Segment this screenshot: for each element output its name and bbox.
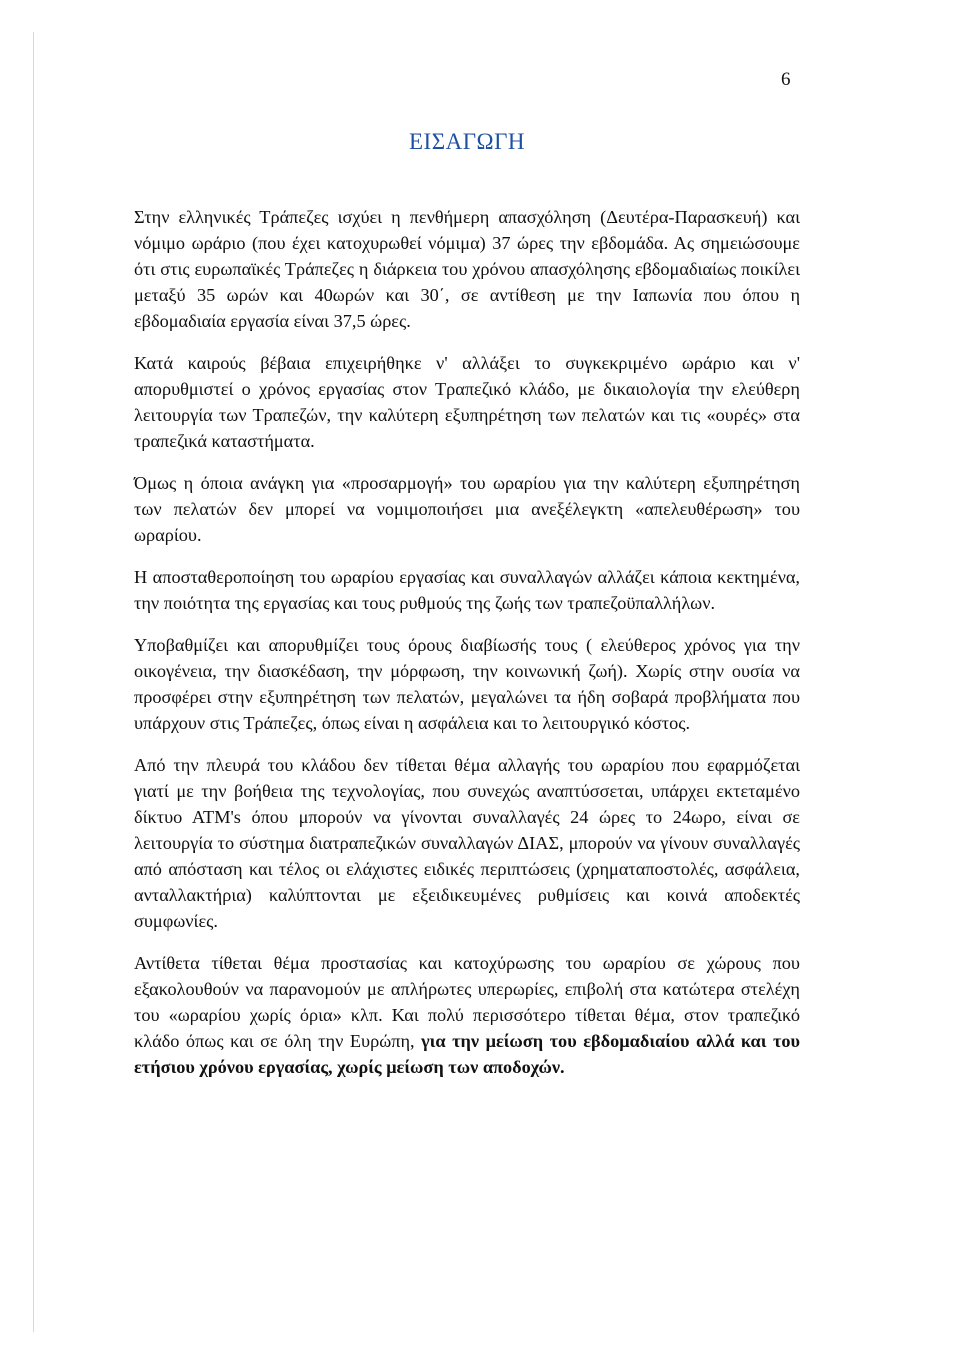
paragraph-5: Υποβαθμίζει και απορυθμίζει τους όρους διαβίωσής τους ( ελεύθερος χρόνος για την οικογένεια, την διασκέδαση, την μόρφωση, την κοινωνική ζωή). Χωρίς στην ουσία να προσφέρει στην εξυπηρέτηση των πελατών, μεγαλώνει τα ήδη σοβαρά προβλήματα που υπάρχουν στις Τράπεζες, όπως είναι η ασφάλεια και το λειτουργικό κόστος. bbox=[134, 635, 800, 733]
paragraph-2: Κατά καιρούς βέβαια επιχειρήθηκε ν' αλλάξει το συγκεκριμένο ωράριο και ν' απορυθμιστεί ο χρόνος εργασίας στον Τραπεζικό κλάδο, με δικαιολογία την ελεύθερη λειτουργία των Τραπεζών, την καλύτερη εξυπηρέτηση των πελατών και τις «ουρές» στα τραπεζικά καταστήματα. bbox=[134, 353, 800, 451]
paragraph-7 bbox=[134, 950, 800, 1080]
page-number: 6 bbox=[781, 69, 791, 90]
paragraph-7-bold-text: για την μείωση του εβδομαδιαίου αλλά και του ετήσιου χρόνου εργασίας, χωρίς μείωση των αποδοχών. bbox=[134, 1031, 800, 1077]
paragraph-7-normal-text: Αντίθετα τίθεται θέμα προστασίας και κατοχύρωσης του ωραρίου σε χώρους που εξακολουθούν να παρανομούν με απλήρωτες υπερωρίες, επιβολή στα κατώτερα στελέχη του «ωραρίου χωρίς όρια» κλπ. Και πολύ περισσότερο τίθεται θέμα, στον τραπεζικό κλάδο όπως και σε όλη την Ευρώπη, bbox=[134, 953, 800, 1051]
paragraph-3: Όμως η όποια ανάγκη για «προσαρμογή» του ωραρίου για την καλύτερη εξυπηρέτηση των πελατών δεν μπορεί να νομιμοποιήσει μια ανεξέλεγκτη «απελευθέρωση» του ωραρίου. bbox=[134, 473, 800, 545]
paragraph-4: Η αποσταθεροποίηση του ωραρίου εργασίας και συναλλαγών αλλάζει κάποια κεκτημένα, την ποιότητα της εργασίας και τους ρυθμούς της ζωής των τραπεζοϋπαλλήλων. bbox=[134, 567, 800, 613]
paragraph-1: Στην ελληνικές Τράπεζες ισχύει η πενθήμερη απασχόληση (Δευτέρα-Παρασκευή) και νόμιμο ωράριο (που έχει κατοχυρωθεί νόμιμα) 37 ώρες την εβδομάδα. Ας σημειώσουμε ότι στις ευρωπαϊκές Τράπεζες η διάρκεια του χρόνου απασχόλησης εβδομαδιαίως ποικίλει μεταξύ 35 ωρών και 40ωρών και 30΄, σε αντίθεση με την Ιαπωνία που όπου η εβδομαδιαία εργασία είναι 37,5 ώρες. bbox=[134, 207, 800, 331]
paragraph-6: Από την πλευρά του κλάδου δεν τίθεται θέμα αλλαγής του ωραρίου που εφαρμόζεται γιατί με την βοήθεια της τεχνολογίας, που συνεχώς αναπτύσσεται, υπάρχει εκτεταμένο δίκτυο ΑΤΜ's όπου μπορούν να γίνονται συναλλαγές 24 ώρες το 24ωρο, είναι σε λειτουργία το σύστημα διατραπεζικών συναλλαγών ΔΙΑΣ, μπορούν να γίνουν συναλλαγές από απόσταση και τέλος οι ελάχιστες ειδικές περιπτώσεις (χρηματαποστολές, ασφάλεια, ανταλλακτήρια) καλύπτονται με εξειδικευμένες ρυθμίσεις και κοινά αποδεκτές συμφωνίες. bbox=[134, 755, 800, 931]
scan-edge-line bbox=[33, 32, 34, 1332]
document-body bbox=[134, 204, 800, 1080]
section-heading: ΕΙΣΑΓΩΓΗ bbox=[408, 129, 525, 154]
